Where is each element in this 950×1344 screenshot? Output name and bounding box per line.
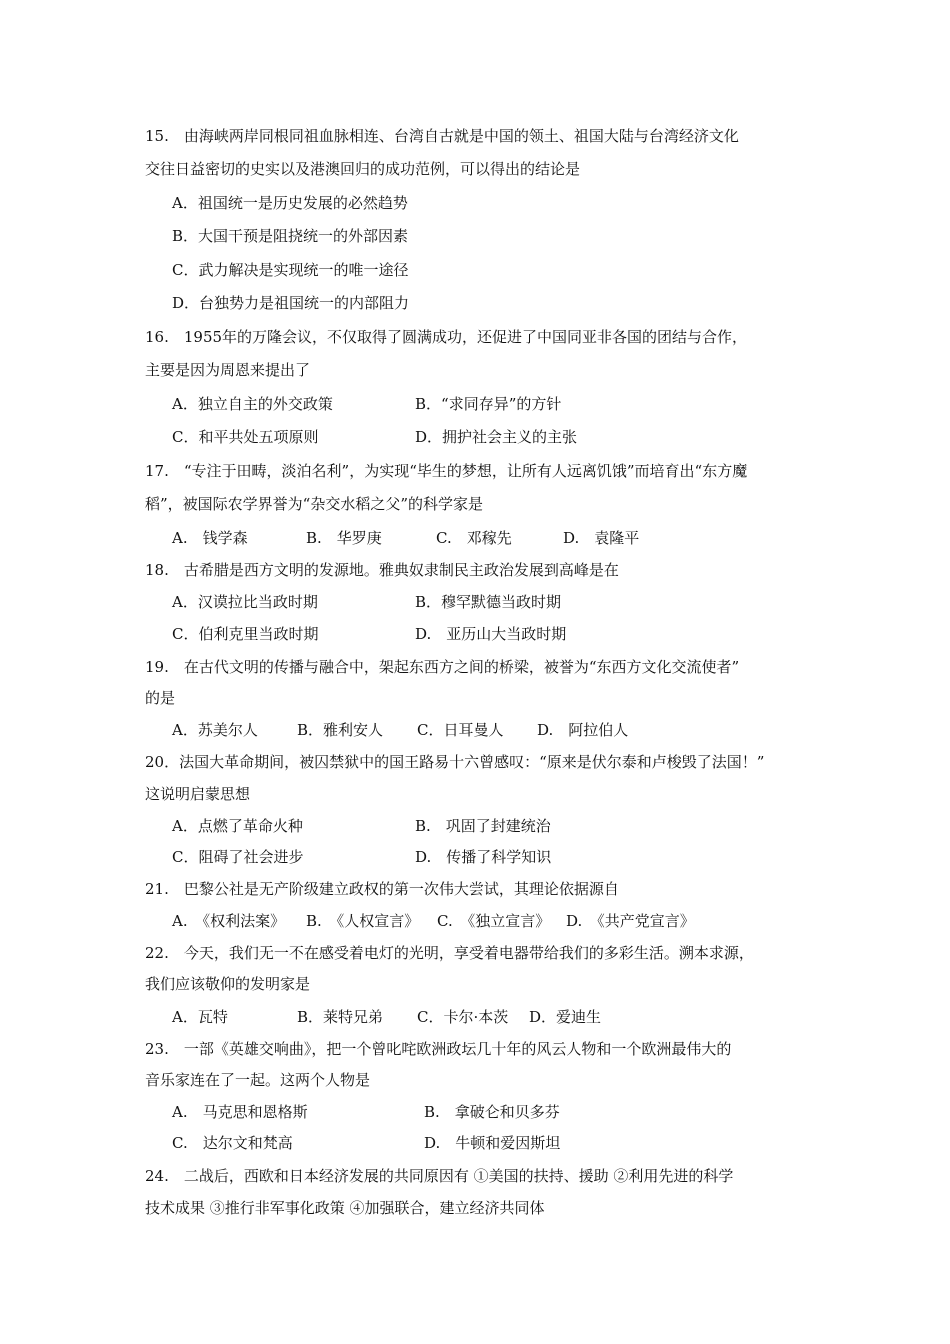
- q23-stem-line-1: 23. 一部《英雄交响曲》，把一个曾叱咤欧洲政坛几十年的风云人物和一个欧洲最伟大的: [145, 1040, 732, 1058]
- q15-option-b: B．大国干预是阻挠统一的外部因素: [172, 227, 409, 245]
- q18-stem-line-1: 18. 古希腊是西方文明的发源地。雅典奴隶制民主政治发展到高峰是在: [145, 561, 619, 579]
- q20-option-d: D. 传播了科学知识: [415, 848, 552, 866]
- q18-options-row-1: [172, 590, 562, 614]
- q17-option-d: D. 袁隆平: [563, 529, 640, 547]
- q21-option-c: C. 《独立宣言》: [437, 912, 551, 930]
- q23-option-b: B. 拿破仑和贝多芬: [424, 1103, 560, 1121]
- q15-stem-line-1: 15. 由海峡两岸同根同祖血脉相连、台湾自古就是中国的领土、祖国大陆与台湾经济文化: [145, 127, 739, 145]
- q24-stem-line-2: 技术成果 ③推行非军事化政策 ④加强联合，建立经济共同体: [145, 1199, 545, 1217]
- q15-stem-line-2: 交往日益密切的史实以及港澳回归的成功范例，可以得出的结论是: [145, 160, 581, 178]
- q18-option-a: A．汉谟拉比当政时期: [172, 593, 318, 611]
- q17-option-b: B. 华罗庚: [306, 529, 382, 547]
- q18-option-d: D. 亚历山大当政时期: [415, 625, 567, 643]
- q15-option-c: C．武力解决是实现统一的唯一途径: [172, 261, 409, 279]
- q23-options-row-1: [172, 1100, 560, 1124]
- q22-option-c: C．卡尔·本茨: [417, 1008, 509, 1026]
- q16-stem-line-1: 16. 1955年的万隆会议，不仅取得了圆满成功，还促进了中国同亚非各国的团结与合作，: [145, 328, 748, 346]
- q21-option-a: A. 《权利法案》: [172, 912, 286, 930]
- q19-stem-line-1: 19. 在古代文明的传播与融合中，架起东西方之间的桥梁，被誉为“东西方文化交流使者”: [145, 658, 740, 676]
- q16-option-b: B．“求同存异”的方针: [415, 395, 562, 413]
- q19-stem-line-2: 的是: [145, 689, 176, 707]
- q20-options-row-1: [172, 814, 551, 838]
- q23-stem-line-2: 音乐家连在了一起。这两个人物是: [145, 1071, 371, 1089]
- q18-option-c: C．伯利克里当政时期: [172, 625, 319, 643]
- q22-options-row: [172, 1005, 602, 1029]
- q19-option-a: A．苏美尔人: [172, 721, 258, 739]
- q22-option-b: B．莱特兄弟: [297, 1008, 384, 1026]
- q15-option-d: D．台独势力是祖国统一的内部阻力: [172, 294, 410, 312]
- q20-option-a: A．点燃了革命火种: [172, 817, 303, 835]
- q22-stem-line-2: 我们应该敬仰的发明家是: [145, 975, 311, 993]
- q22-option-a: A．瓦特: [172, 1008, 228, 1026]
- q17-options-row: [172, 526, 640, 550]
- q23-option-d: D. 牛顿和爱因斯坦: [424, 1134, 561, 1152]
- q22-stem-line-1: 22. 今天，我们无一不在感受着电灯的光明，享受着电器带给我们的多彩生活。溯本求源，: [145, 944, 754, 962]
- q17-option-a: A. 钱学森: [172, 529, 248, 547]
- q18-options-row-2: [172, 622, 567, 646]
- q20-stem-line-2: 这说明启蒙思想: [145, 785, 251, 803]
- q20-option-c: C．阻碍了社会进步: [172, 848, 304, 866]
- q20-options-row-2: [172, 845, 552, 869]
- q17-stem-line-2: 稻”，被国际农学界誉为“杂交水稻之父”的科学家是: [145, 495, 484, 513]
- q21-option-d: D. 《共产党宣言》: [566, 912, 695, 930]
- q23-option-c: C. 达尔文和梵高: [172, 1134, 293, 1152]
- q20-option-b: B. 巩固了封建统治: [415, 817, 551, 835]
- q16-option-c: C．和平共处五项原则: [172, 428, 319, 446]
- q17-stem-line-1: 17. “专注于田畴，淡泊名利”，为实现“毕生的梦想，让所有人远离饥饿”而培育出“东方魔: [145, 462, 748, 480]
- q22-option-d: D．爱迪生: [529, 1008, 602, 1026]
- q24-stem-line-1: 24. 二战后，西欧和日本经济发展的共同原因有 ①美国的扶持、援助 ②利用先进的科学: [145, 1167, 734, 1185]
- q23-option-a: A. 马克思和恩格斯: [172, 1103, 308, 1121]
- q15-option-a: A．祖国统一是历史发展的必然趋势: [172, 194, 408, 212]
- q16-options-row-2: [172, 425, 578, 449]
- q18-option-b: B．穆罕默德当政时期: [415, 593, 562, 611]
- q16-stem-line-2: 主要是因为周恩来提出了: [145, 361, 311, 379]
- q19-option-b: B．雅利安人: [297, 721, 384, 739]
- q19-option-d: D. 阿拉伯人: [537, 721, 629, 739]
- q23-options-row-2: [172, 1131, 561, 1155]
- q19-option-c: C．日耳曼人: [417, 721, 504, 739]
- q21-stem-line-1: 21. 巴黎公社是无产阶级建立政权的第一次伟大尝试，其理论依据源自: [145, 880, 619, 898]
- q19-options-row: [172, 718, 629, 742]
- q16-options-row-1: [172, 392, 562, 416]
- q20-stem-line-1: 20．法国大革命期间，被囚禁狱中的国王路易十六曾感叹：“原来是伏尔泰和卢梭毁了法国！”: [145, 753, 765, 771]
- q21-option-b: B. 《人权宣言》: [306, 912, 420, 930]
- q21-options-row: [172, 909, 695, 933]
- q16-option-d: D．拥护社会主义的主张: [415, 428, 578, 446]
- q16-option-a: A．独立自主的外交政策: [172, 395, 333, 413]
- q17-option-c: C. 邓稼先: [436, 529, 512, 547]
